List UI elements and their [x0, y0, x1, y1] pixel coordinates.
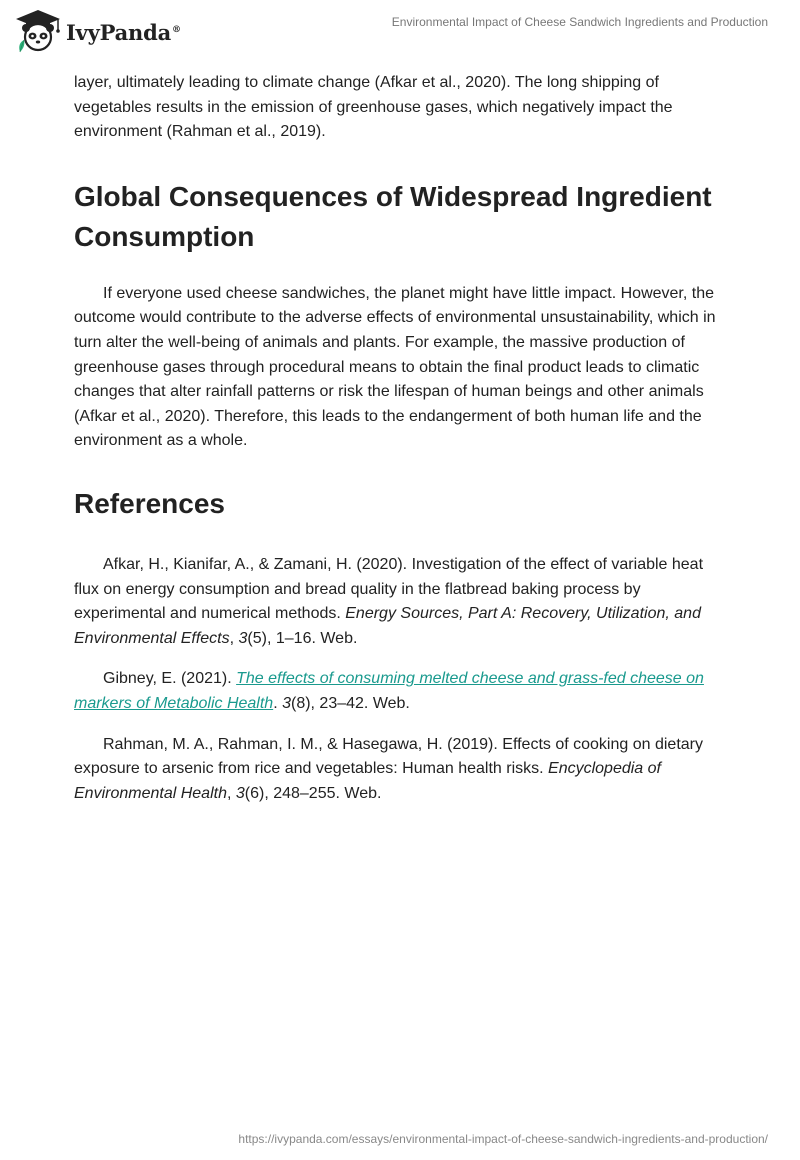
references-heading: References	[74, 487, 225, 519]
document-title: Environmental Impact of Cheese Sandwich Ingredients and Production	[391, 15, 768, 29]
panda-graduation-cap-icon	[14, 8, 62, 54]
page-header	[0, 0, 800, 70]
reference-journal: Energy Sources, Part A: Recovery, Utilization, and Environmental Effects	[74, 605, 701, 647]
reference-volume: 3	[282, 694, 291, 712]
reference-item: Afkar, H., Kianifar, A., & Zamani, H. (2020). Investigation of the effect of variable heat flux on energy consumption and bread quality in the flatbread baking process by experimental and numerical methods. Energy Sources, Part A: Recovery, Utilization, and Environmental Effects, 3(5), 1–16. Web.	[74, 555, 704, 647]
essay-content	[74, 71, 730, 822]
section-paragraph: If everyone used cheese sandwiches, the planet might have little impact. However, the outcome would contribute to the adverse effects of environmental unsustainability, which in turn alter the well-being of animals and plants. For example, the massive production of greenhouse gases through procedural means to obtain the final product leads to climatic changes that alter rainfall patterns or risk the lifespan of human beings and other animals (Afkar et al., 2020). Therefore, this leads to the endangerment of both human life and the environment as a whole.	[74, 284, 716, 450]
reference-link[interactable]: The effects of consuming melted cheese and grass-fed cheese on markers of Metabolic Health	[74, 670, 704, 712]
reference-volume: 3	[235, 784, 245, 802]
reference-item: Rahman, M. A., Rahman, I. M., & Hasegawa, H. (2019). Effects of cooking on dietary exposure to arsenic from rice and vegetables: Human health risks. Encyclopedia of Environmental Health, 3(6), 248–255. Web.	[74, 735, 703, 802]
footer-url[interactable]: https://ivypanda.com/essays/environmental-impact-of-cheese-sandwich-ingredients-and-production/	[238, 1132, 768, 1146]
reference-volume: 3	[238, 629, 248, 647]
logo-wordmark: IvyPanda®	[66, 19, 181, 45]
reference-journal: Encyclopedia of Environmental Health	[74, 760, 661, 802]
ivypanda-logo[interactable]	[14, 8, 181, 54]
reference-item: Gibney, E. (2021). The effects of consuming melted cheese and grass-fed cheese on markers of Metabolic Health. 3(8), 23–42. Web.	[74, 670, 704, 712]
intro-paragraph: layer, ultimately leading to climate change (Afkar et al., 2020). The long shipping of vegetables results in the emission of greenhouse gases, which negatively impact the environment (Rahman et al., 2019).	[74, 74, 673, 141]
section-heading: Global Consequences of Widespread Ingredient Consumption	[74, 180, 712, 252]
